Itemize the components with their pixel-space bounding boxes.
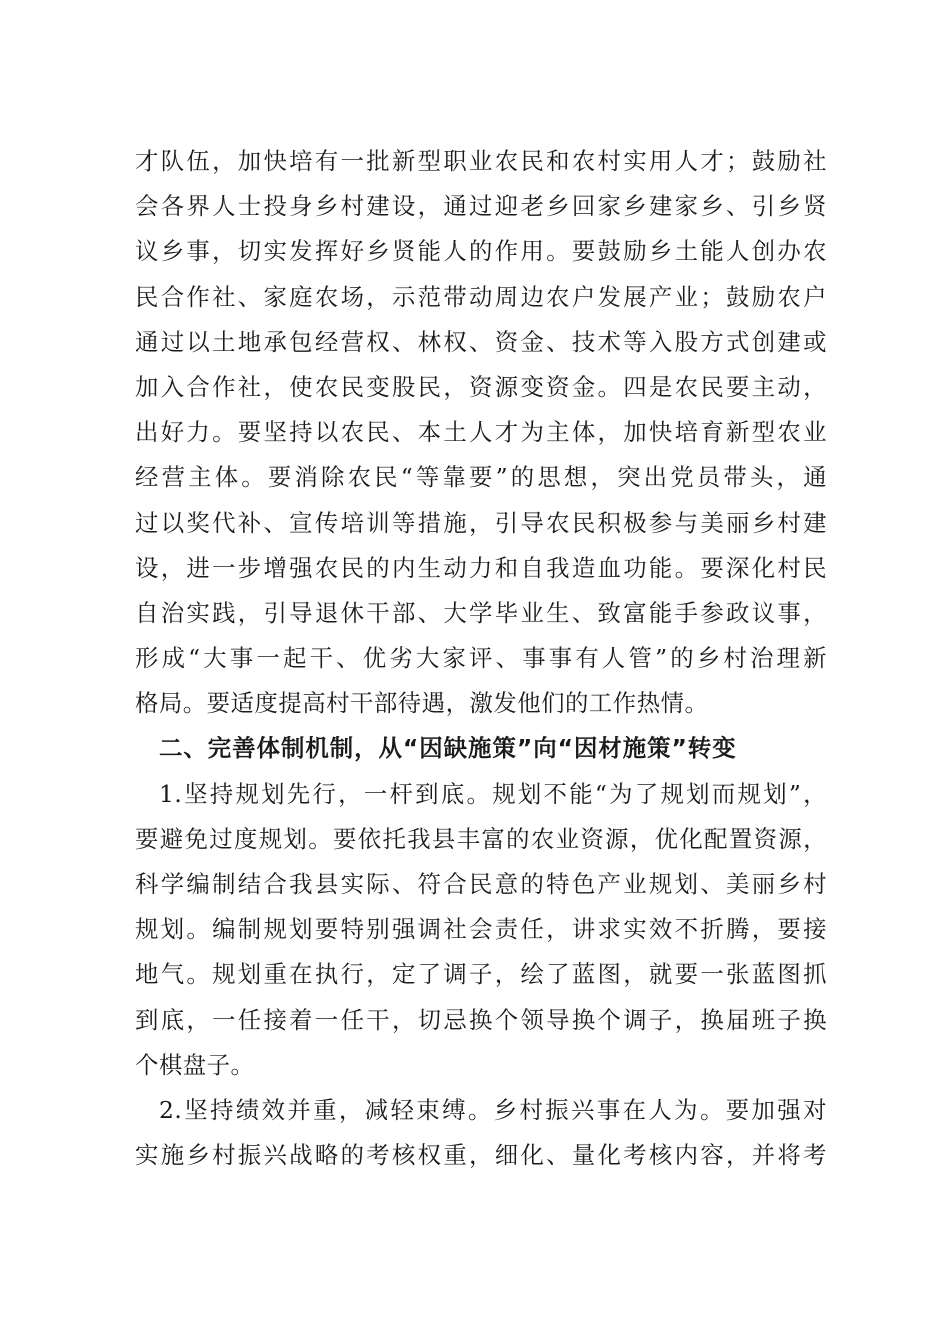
text-line: 设，进一步增强农民的内生动力和自我造血功能。要深化村民 [135,553,827,582]
text-line: 经营主体。要消除农民“等靠要”的思想，突出党员带头，通 [135,463,827,492]
text-line: 过以奖代补、宣传培训等措施，引导农民积极参与美丽乡村建 [135,508,827,537]
text-line: 才队伍，加快培有一批新型职业农民和农村实用人才；鼓励社 [135,147,827,175]
text-line: 会各界人士投身乡村建设，通过迎老乡回家乡建家乡、引乡贤 [135,192,827,221]
text-line: 通过以土地承包经营权、林权、资金、技术等入股方式创建或 [135,327,827,356]
paragraph-2 [135,772,827,1088]
text-line: 议乡事，切实发挥好乡贤能人的作用。要鼓励乡土能人创办农 [135,237,827,266]
text-line: 自治实践，引导退休干部、大学毕业生、致富能手参政议事， [135,598,827,627]
text-line: 1.坚持规划先行，一杆到底。规划不能“为了规划而规划”， [159,779,827,808]
text-line: 格局。要适度提高村干部待遇，激发他们的工作热情。 [135,689,709,718]
text-line: 到底，一任接着一任干，切忌换个领导换个调子，换届班子换 [135,1005,827,1034]
text-line: 地气。规划重在执行，定了调子，绘了蓝图，就要一张蓝图抓 [135,960,827,989]
text-line: 民合作社、家庭农场，示范带动周边农户发展产业；鼓励农户 [135,282,827,311]
text-line: 科学编制结合我县实际、符合民意的特色产业规划、美丽乡村 [135,870,827,898]
paragraph-1 [135,139,827,726]
text-line: 出好力。要坚持以农民、本土人才为主体，加快培育新型农业 [135,418,827,447]
section-heading: 二、完善体制机制，从“因缺施策”向“因材施策”转变 [159,734,737,763]
document-page [135,139,827,1178]
text-line: 加入合作社，使农民变股民，资源变资金。四是农民要主动， [135,372,827,401]
text-line: 个棋盘子。 [135,1050,255,1079]
text-line: 2.坚持绩效并重，减轻束缚。乡村振兴事在人为。要加强对 [159,1095,827,1124]
paragraph-3 [135,1088,827,1178]
text-line: 形成“大事一起干、优劣大家评、事事有人管”的乡村治理新 [135,644,827,673]
text-line: 规划。编制规划要特别强调社会责任，讲求实效不折腾，要接 [135,915,827,944]
text-line: 实施乡村振兴战略的考核权重，细化、量化考核内容，并将考 [135,1141,827,1170]
text-line: 要避免过度规划。要依托我县丰富的农业资源，优化配置资源， [135,824,827,853]
